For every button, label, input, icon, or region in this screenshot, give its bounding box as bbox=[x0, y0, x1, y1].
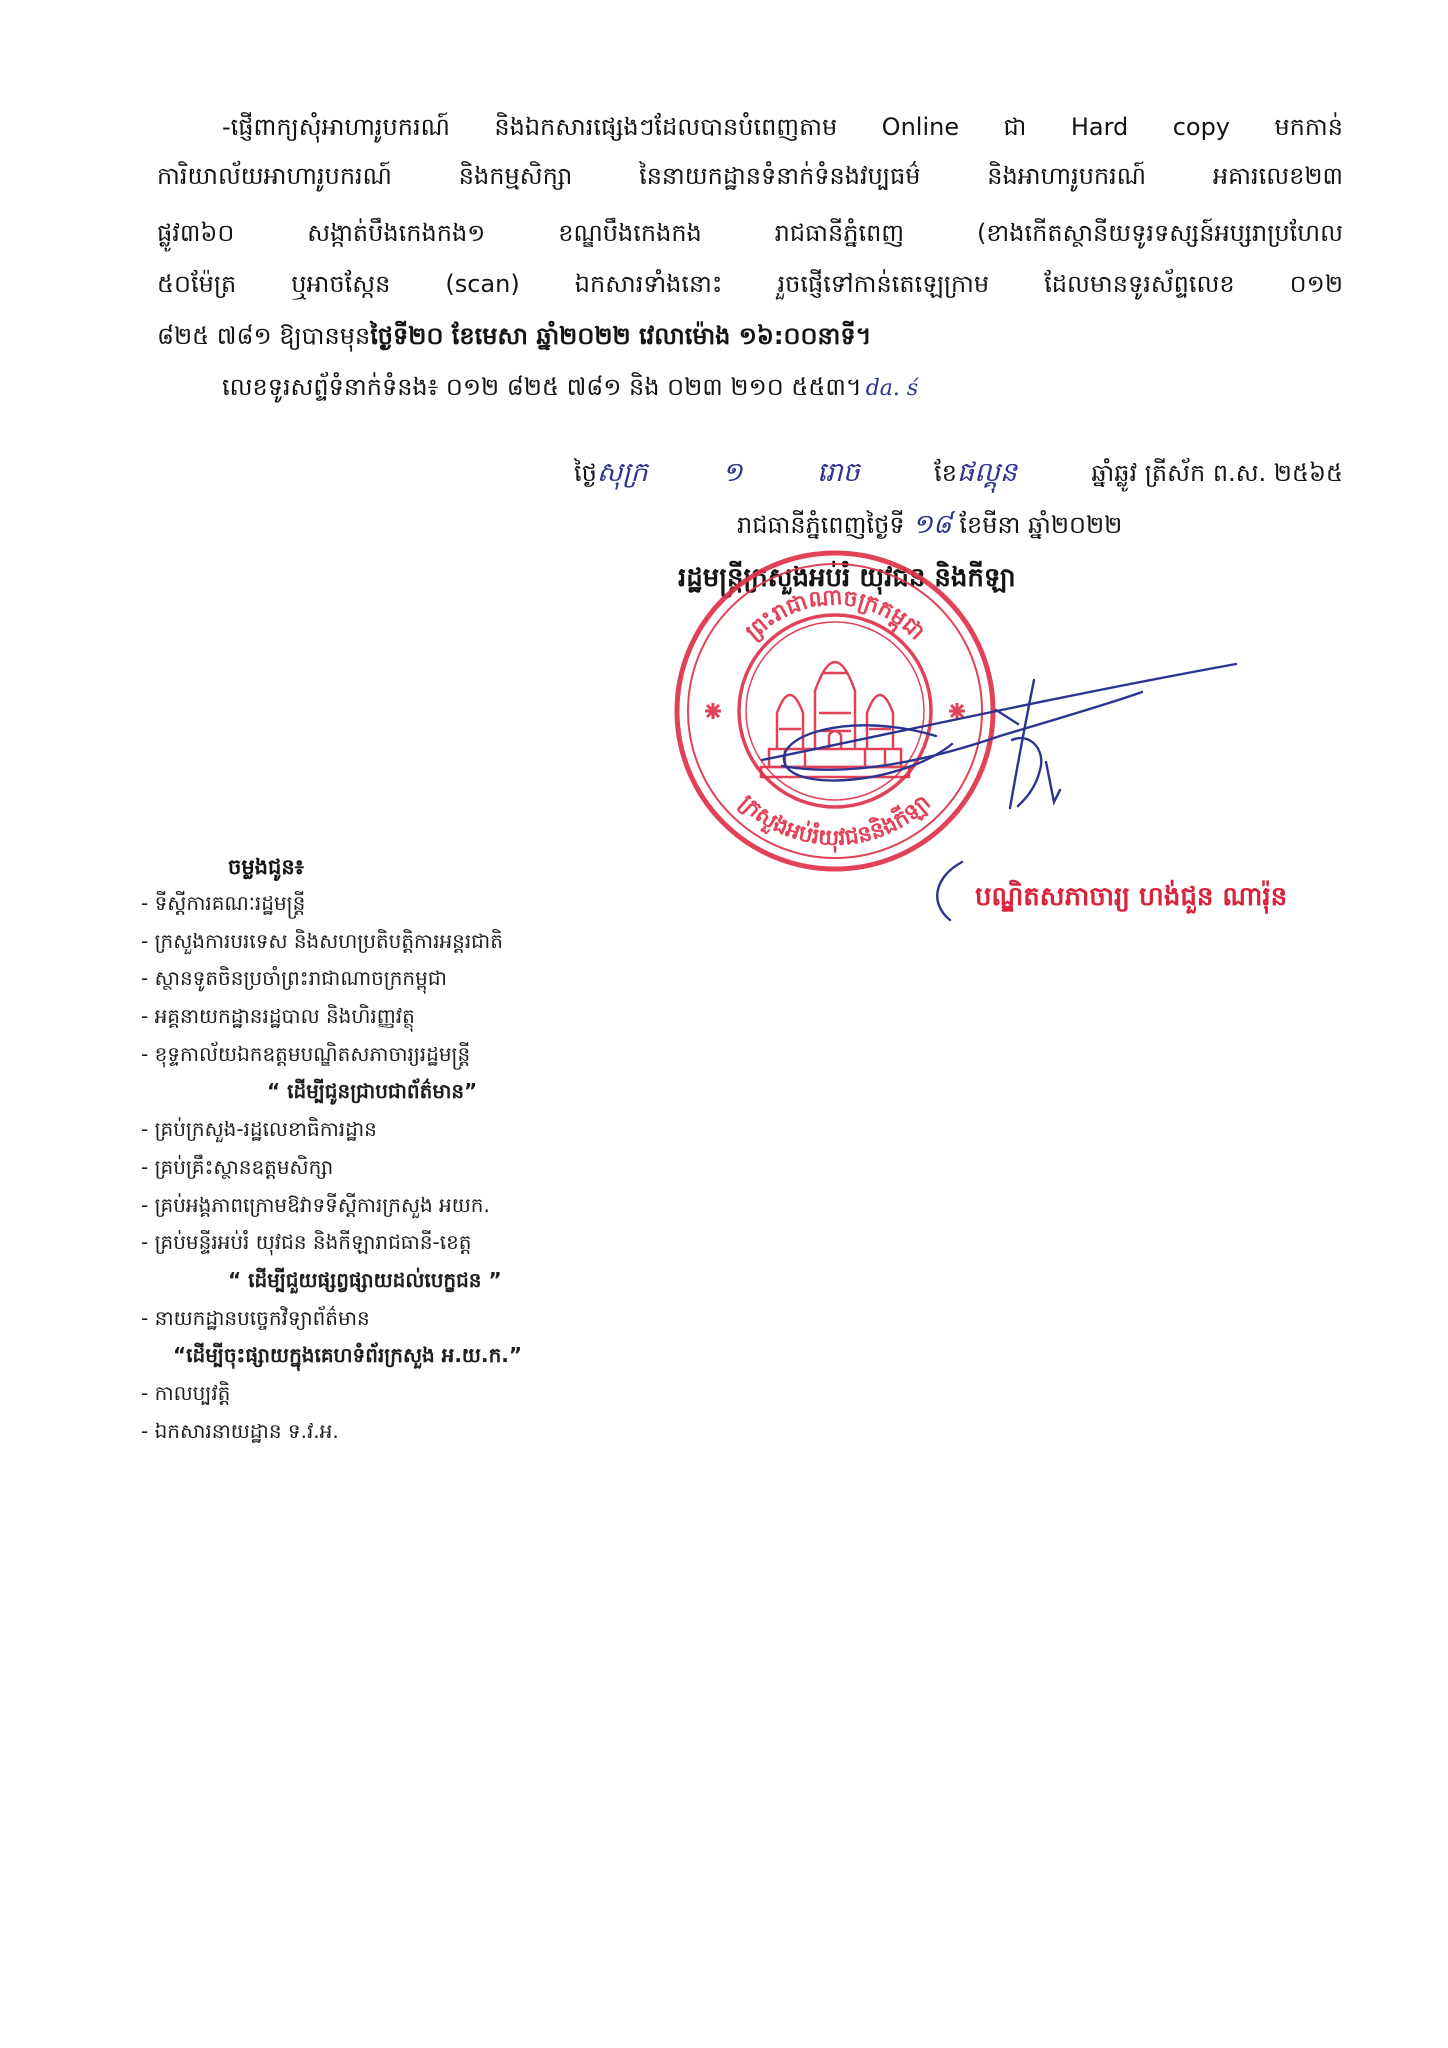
signatory-title: រដ្ឋមន្ត្រីក្រសួងអប់រំ យុវជន និងកីឡា bbox=[678, 563, 1016, 593]
lunar-date-line bbox=[574, 452, 1343, 494]
day-label: ថ្ងៃ bbox=[574, 459, 597, 487]
handwritten-moon-phase: រោច bbox=[816, 457, 860, 488]
cc-item: - ទីស្តីការគណៈរដ្ឋមន្ត្រី bbox=[141, 891, 306, 915]
solar-date-line bbox=[737, 504, 1122, 546]
handwritten-initials: da. ś bbox=[865, 376, 919, 401]
cc-list bbox=[141, 885, 701, 1450]
cc-item: - ស្ថានទូតចិនប្រចាំព្រះរាជាណាចក្រកម្ពុជា bbox=[141, 966, 447, 991]
cc-item: - គ្រប់មន្ទីរអប់រំ យុវជន និងកីឡារាជធានី-ខេត្ត bbox=[141, 1230, 472, 1255]
cc-item: - អគ្គនាយកដ្ឋានរដ្ឋបាល និងហិរញ្ញវត្ថុ bbox=[141, 1004, 415, 1029]
seal-top-text: ព្រះរាជាណាចក្រកម្ពុជា bbox=[741, 585, 930, 646]
paragraph-line-4: ៥០ម៉ែត្រ ឬអាចស្កែន (scan) ឯកសារទាំងនោះ រួចផ្ញើទៅកាន់តេឡេក្រាម ដែលមានទូរស័ព្ទលេខ ០១២ bbox=[157, 270, 1343, 298]
cc-item: - នាយកដ្ឋានបច្ចេកវិទ្យាព័ត៌មាន bbox=[141, 1305, 370, 1330]
handwritten-solar-day: ១៨ bbox=[912, 509, 952, 540]
handwritten-weekday: សុក្រ bbox=[596, 457, 648, 488]
cc-item: - ឯកសារនាយដ្ឋាន ទ.វ.អ. bbox=[141, 1418, 339, 1443]
place-prefix: រាជធានីភ្នំពេញថ្ងៃទី bbox=[737, 511, 905, 539]
lunar-weekday bbox=[574, 452, 648, 494]
deadline-date: ថ្ងៃទី២០ ខែមេសា ឆ្នាំ២០២២ វេលាម៉ោង ១៦:០០នាទី។ bbox=[370, 322, 872, 350]
contact-phones: លេខទូរសព្ទ័ទំនាក់ទំនង៖ ០១២ ៨២៥ ៧៨១ និង ០២៣ ២១០ ៥៥៣។ bbox=[222, 373, 862, 401]
lunar-month bbox=[934, 452, 1017, 494]
cc-purpose-dissemination: “ ដើម្បីជួយផ្សព្វផ្សាយដល់បេក្ខជន ” bbox=[228, 1267, 502, 1292]
cc-purpose-information: “ ដើម្បីជូនជ្រាបជាព័ត៌មាន” bbox=[267, 1079, 478, 1104]
handwritten-lunar-day: ១ bbox=[722, 457, 743, 488]
cc-heading: ចម្លងជូន៖ bbox=[228, 855, 304, 879]
signatory-name: បណ្ឌិតសភាចារ្យ ហង់ជួន ណារ៉ុន bbox=[975, 882, 1288, 912]
paragraph-line-2: ការិយាល័យអាហារូបករណ៍ និងកម្មសិក្សា នៃនាយកដ្ឋានទំនាក់ទំនងវប្បធម៌ និងអាហារូបករណ៍ អគារលេខ២៣ bbox=[157, 162, 1343, 190]
place-suffix: ខែមីនា ឆ្នាំ២០២២ bbox=[959, 511, 1123, 539]
deadline-lead-text: ៨២៥ ៧៨១ ឱ្យបានមុន bbox=[157, 322, 371, 350]
cc-item: - ក្រសួងការបរទេស និងសហប្រតិបត្តិការអន្តរជាតិ bbox=[141, 928, 503, 953]
paragraph-line-5 bbox=[157, 316, 1343, 356]
cc-item: - គ្រប់ក្រសួង-រដ្ឋលេខាធិការដ្ឋាន bbox=[141, 1117, 377, 1142]
seal-bottom-text: ក្រសួងអប់រំយុវជននិងកីឡា bbox=[734, 790, 936, 852]
cc-item: - កាលប្បវត្តិ bbox=[141, 1380, 231, 1405]
contact-line bbox=[222, 367, 1343, 407]
lunar-year: ឆ្នាំឆ្លូវ ត្រីស័ក ព.ស. ២៥៦៥ bbox=[1091, 459, 1343, 487]
cc-item: - គ្រប់គ្រឹះស្ថានឧត្តមសិក្សា bbox=[141, 1154, 334, 1179]
cc-purpose-website: “ដើម្បីចុះផ្សាយក្នុងគេហទំព័រក្រសួង អ.យ.ក.” bbox=[173, 1343, 523, 1368]
paragraph-line-1: -ផ្ញើពាក្យសុំអាហារូបករណ៍ និងឯកសារផ្សេងៗដែលបានបំពេញតាម Online ជា Hard copy មកកាន់ bbox=[222, 113, 1343, 141]
cc-item: - គ្រប់អង្គភាពក្រោមឱវាទទីស្តីការក្រសួង អយក. bbox=[141, 1192, 490, 1217]
handwritten-month: ផល្គុន bbox=[957, 457, 1018, 488]
paragraph-line-3: ផ្លូវ៣៦០ សង្កាត់បឹងកេងកង១ ខណ្ឌបឹងកេងកង រាជធានីភ្នំពេញ (ខាងកើតស្ថានីយទូរទស្សន៍អប្សរាប្រហែល bbox=[157, 219, 1343, 247]
month-label: ខែ bbox=[934, 459, 958, 487]
cc-item: - ខុទ្ទកាល័យឯកឧត្តមបណ្ឌិតសភាចារ្យរដ្ឋមន្ត្រី bbox=[141, 1041, 471, 1066]
